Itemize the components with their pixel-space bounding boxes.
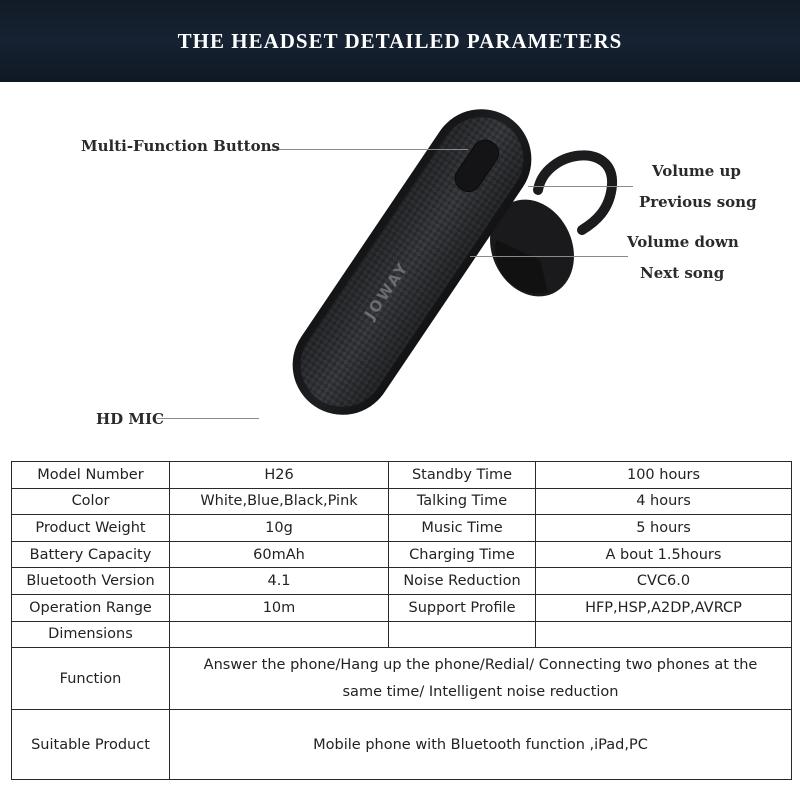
spec-value-music-time: 5 hours <box>536 515 792 542</box>
table-row <box>12 710 792 780</box>
spec-label-noise-reduction: Noise Reduction <box>389 568 536 595</box>
spec-value-battery-capacity: 60mAh <box>170 541 389 568</box>
spec-label-charging-time: Charging Time <box>389 541 536 568</box>
spec-label-product-weight: Product Weight <box>12 515 170 542</box>
spec-value-model-number: H26 <box>170 462 389 489</box>
spec-label-dimensions: Dimensions <box>12 621 170 648</box>
spec-label-standby-time: Standby Time <box>389 462 536 489</box>
table-row <box>12 515 792 542</box>
spec-label-color: Color <box>12 488 170 515</box>
spec-label-talking-time: Talking Time <box>389 488 536 515</box>
spec-value-standby-time: 100 hours <box>536 462 792 489</box>
spec-label-bluetooth-version: Bluetooth Version <box>12 568 170 595</box>
spec-value-support-profile: HFP,HSP,A2DP,AVRCP <box>536 594 792 621</box>
leader-line-volume-down <box>470 256 628 257</box>
spec-value-bluetooth-version: 4.1 <box>170 568 389 595</box>
product-illustration <box>0 82 800 442</box>
spec-label-function: Function <box>12 648 170 710</box>
table-row <box>12 594 792 621</box>
callout-volume-up: Volume up <box>652 162 741 180</box>
leader-line-multi-function <box>268 149 468 150</box>
spec-value-dimensions <box>170 621 389 648</box>
table-row <box>12 621 792 648</box>
brand-logo: JOWAY <box>360 258 413 323</box>
spec-table <box>11 461 792 780</box>
table-row <box>12 488 792 515</box>
spec-value-noise-reduction: CVC6.0 <box>536 568 792 595</box>
spec-label-suitable-product: Suitable Product <box>12 710 170 780</box>
callout-hd-mic: HD MIC <box>96 410 164 428</box>
leader-line-volume-up <box>528 186 633 187</box>
headset-image <box>0 82 800 442</box>
spec-value-charging-time: A bout 1.5hours <box>536 541 792 568</box>
callout-volume-down: Volume down <box>627 233 739 251</box>
spec-value-product-weight: 10g <box>170 515 389 542</box>
callout-multi-function-buttons: Multi-Function Buttons <box>81 137 280 155</box>
spec-value-suitable-product: Mobile phone with Bluetooth function ,iPad,PC <box>170 710 792 780</box>
table-row <box>12 541 792 568</box>
page-title: THE HEADSET DETAILED PARAMETERS <box>177 29 623 53</box>
spec-label-operation-range: Operation Range <box>12 594 170 621</box>
spec-empty-cell <box>536 621 792 648</box>
spec-empty-cell <box>389 621 536 648</box>
callout-previous-song: Previous song <box>639 193 757 211</box>
leader-line-hd-mic <box>157 418 259 419</box>
spec-value-operation-range: 10m <box>170 594 389 621</box>
spec-label-music-time: Music Time <box>389 515 536 542</box>
spec-value-talking-time: 4 hours <box>536 488 792 515</box>
table-row <box>12 648 792 710</box>
spec-label-battery-capacity: Battery Capacity <box>12 541 170 568</box>
table-row <box>12 462 792 489</box>
spec-label-support-profile: Support Profile <box>389 594 536 621</box>
spec-value-color: White,Blue,Black,Pink <box>170 488 389 515</box>
spec-label-model-number: Model Number <box>12 462 170 489</box>
callout-next-song: Next song <box>640 264 725 282</box>
table-row <box>12 568 792 595</box>
spec-value-function: Answer the phone/Hang up the phone/Redial/ Connecting two phones at the same time/ Intelligent noise reduction <box>170 648 792 710</box>
header-banner <box>0 0 800 82</box>
